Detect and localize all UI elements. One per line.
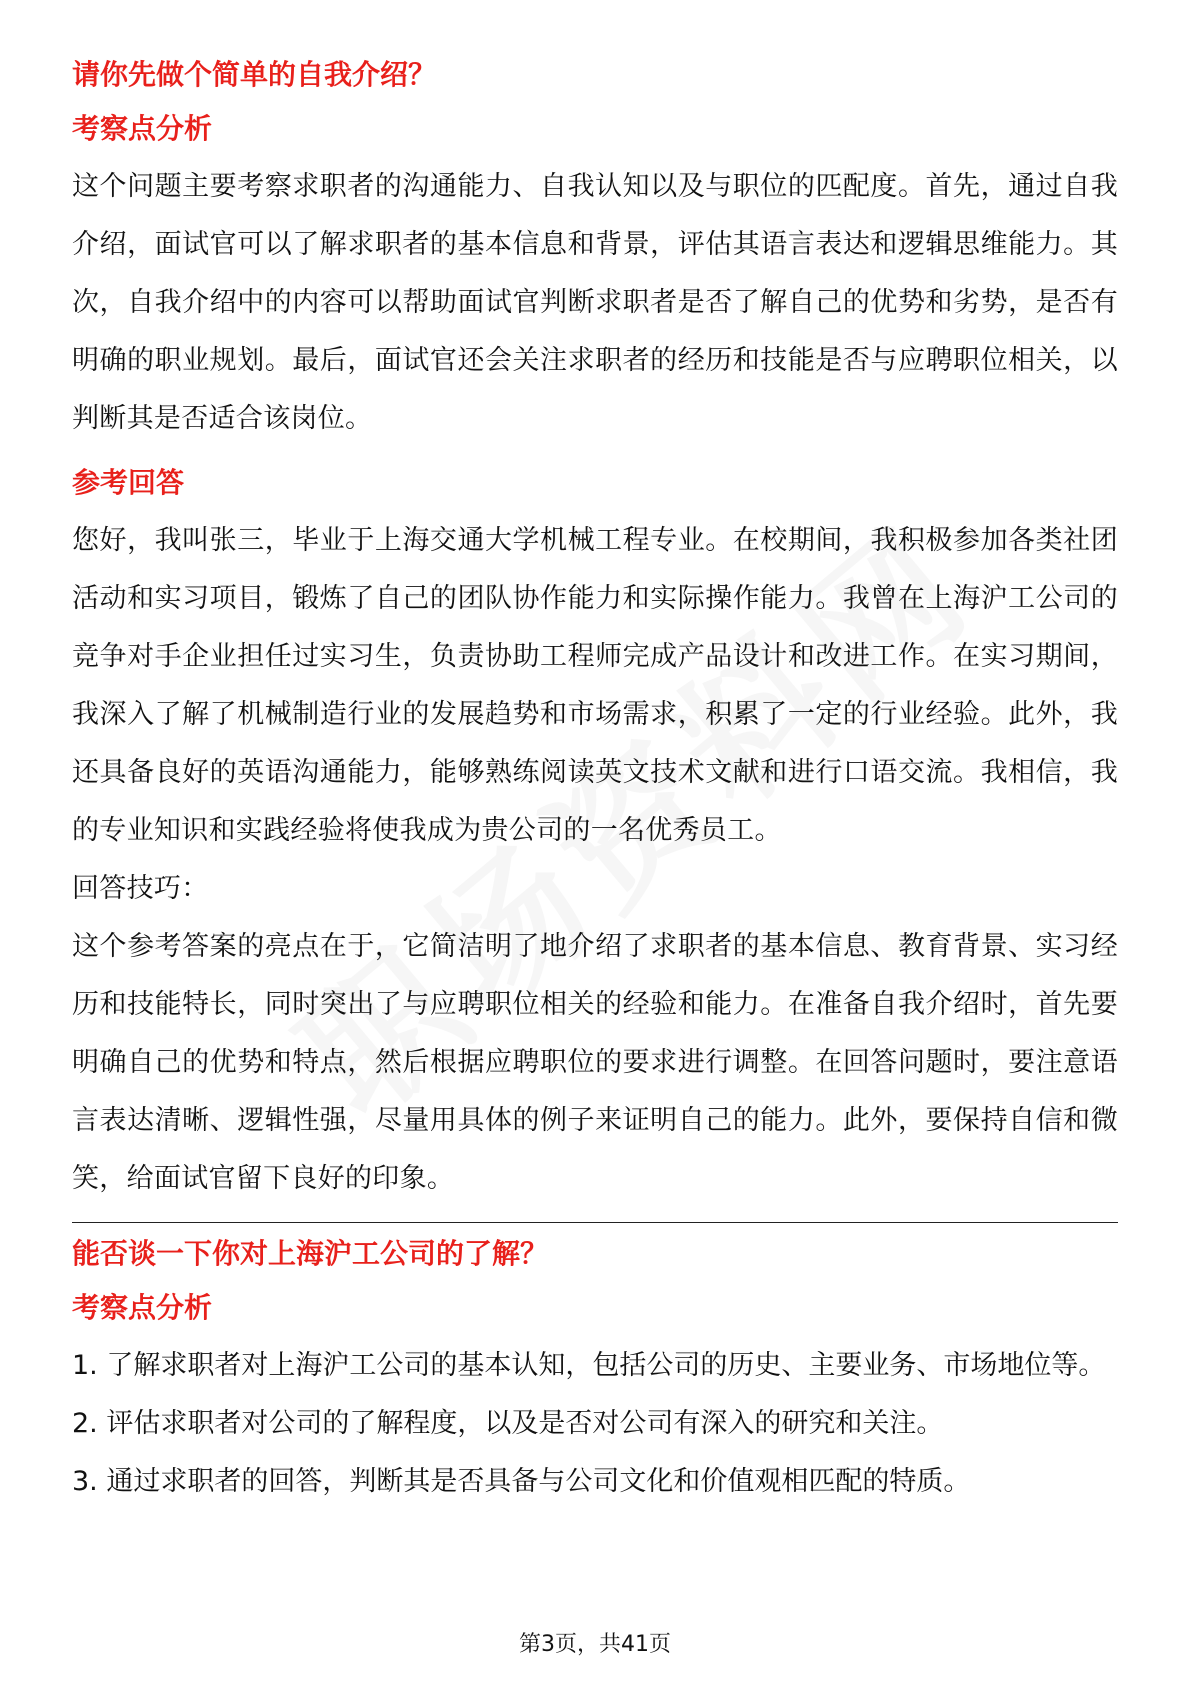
- section-divider: [72, 1222, 1118, 1223]
- analysis-text: 这个问题主要考察求职者的沟通能力、自我认知以及与职位的匹配度。首先，通过自我介绍，面试官可以了解求职者的基本信息和背景，评估其语言表达和逻辑思维能力。其次，自我介绍中的内容可以帮助面试官判断求职者是否了解自己的优势和劣势，是否有明确的职业规划。最后，面试官还会关注求职者的经历和技能是否与应聘职位相关，以判断其是否适合该岗位。: [72, 171, 1118, 434]
- tips-label: 回答技巧：: [72, 873, 209, 904]
- question-section-1: [72, 50, 1118, 1208]
- analysis-heading: 考察点分析: [72, 112, 213, 145]
- question-title: 请你先做个简单的自我介绍？: [72, 58, 437, 91]
- page-number: 第3页，共41页: [519, 1632, 671, 1657]
- analysis-heading: 考察点分析: [72, 1291, 213, 1324]
- question-title: 能否谈一下你对上海沪工公司的了解？: [72, 1237, 549, 1270]
- question-section-2: [72, 1229, 1118, 1511]
- list-item: 2. 评估求职者对公司的了解程度，以及是否对公司有深入的研究和关注。: [72, 1408, 944, 1439]
- tips-text: 这个参考答案的亮点在于，它简洁明了地介绍了求职者的基本信息、教育背景、实习经历和技能特长，同时突出了与应聘职位相关的经验和能力。在准备自我介绍时，首先要明确自己的优势和特点，然后根据应聘职位的要求进行调整。在回答问题时，要注意语言表达清晰、逻辑性强，尽量用具体的例子来证明自己的能力。此外，要保持自信和微笑，给面试官留下良好的印象。: [72, 931, 1118, 1194]
- answer-text: 您好，我叫张三，毕业于上海交通大学机械工程专业。在校期间，我积极参加各类社团活动和实习项目，锻炼了自己的团队协作能力和实际操作能力。我曾在上海沪工公司的竞争对手企业担任过实习生，负责协助工程师完成产品设计和改进工作。在实习期间，我深入了解了机械制造行业的发展趋势和市场需求，积累了一定的行业经验。此外，我还具备良好的英语沟通能力，能够熟练阅读英文技术文献和进行口语交流。我相信，我的专业知识和实践经验将使我成为贵公司的一名优秀员工。: [72, 525, 1118, 846]
- list-item: 3. 通过求职者的回答，判断其是否具备与公司文化和价值观相匹配的特质。: [72, 1466, 971, 1497]
- answer-heading: 参考回答: [72, 466, 185, 499]
- list-item: 1. 了解求职者对上海沪工公司的基本认知，包括公司的历史、主要业务、市场地位等。: [72, 1350, 1106, 1381]
- page-content: [72, 50, 1118, 1511]
